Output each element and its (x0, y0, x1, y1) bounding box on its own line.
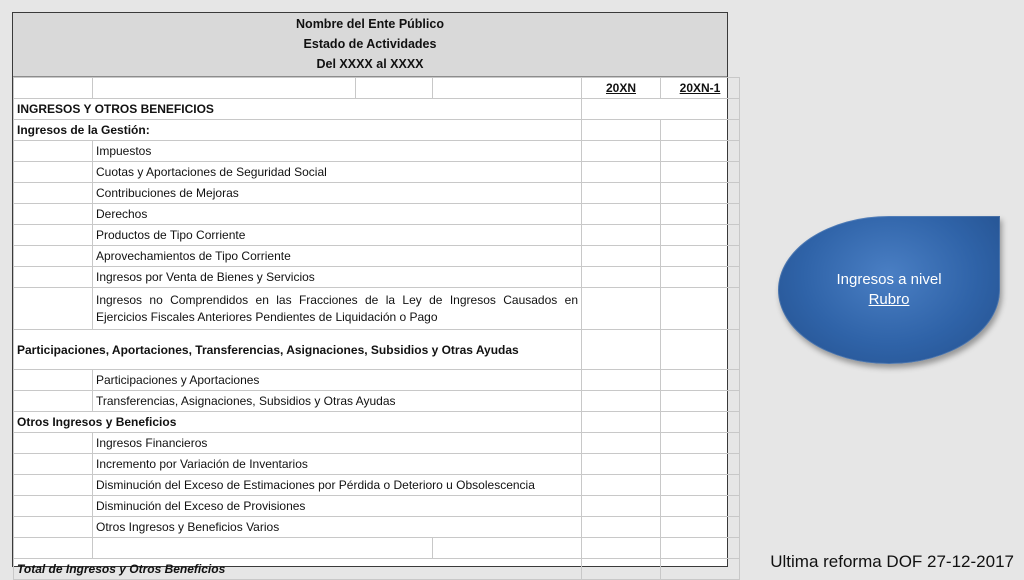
statement-grid (13, 77, 740, 580)
table-row (14, 454, 740, 475)
blank-row (14, 538, 740, 559)
statement-header (13, 13, 727, 77)
row-label: Derechos (93, 204, 582, 225)
table-row (14, 246, 740, 267)
row-label: Impuestos (93, 141, 582, 162)
total-label: Total de Ingresos y Otros Beneficios (14, 559, 582, 580)
row-label: Cuotas y Aportaciones de Seguridad Social (93, 162, 582, 183)
row-label: Otros Ingresos y Beneficios Varios (93, 517, 582, 538)
column-previous: 20XN-1 (661, 78, 740, 99)
statement-period: Del XXXX al XXXX (316, 57, 424, 71)
table-row (14, 204, 740, 225)
table-row (14, 267, 740, 288)
row-label: Contribuciones de Mejoras (93, 183, 582, 204)
row-label: Productos de Tipo Corriente (93, 225, 582, 246)
row-label: Aprovechamientos de Tipo Corriente (93, 246, 582, 267)
row-label: Transferencias, Asignaciones, Subsidios y Otras Ayudas (93, 391, 582, 412)
row-label: Incremento por Variación de Inventarios (93, 454, 582, 475)
footer-note: Ultima reforma DOF 27-12-2017 (770, 552, 1014, 571)
table-row (14, 183, 740, 204)
section-ingresos-gestion: Ingresos de la Gestión: (14, 120, 582, 141)
table-row (14, 433, 740, 454)
table-row (14, 141, 740, 162)
section-participaciones: Participaciones, Aportaciones, Transferencias, Asignaciones, Subsidios y Otras Ayudas (14, 330, 582, 370)
table-row (14, 288, 740, 330)
table-row (14, 162, 740, 183)
table-row (14, 225, 740, 246)
row-label: Ingresos no Comprendidos en las Fracciones de la Ley de Ingresos Causados en Ejercicios Fiscales Anteriores Pendientes de Liquidación o Pago (93, 288, 582, 330)
table-row (14, 475, 740, 496)
row-label: Ingresos por Venta de Bienes y Servicios (93, 267, 582, 288)
section-row (14, 99, 740, 120)
statement-title: Estado de Actividades (303, 37, 437, 51)
row-label: Disminución del Exceso de Provisiones (93, 496, 582, 517)
column-header-row (14, 78, 740, 99)
entity-name: Nombre del Ente Público (296, 17, 444, 31)
callout-line2: Rubro (868, 291, 910, 308)
callout-line1: Ingresos a nivel (836, 271, 942, 288)
total-row (14, 559, 740, 580)
row-label: Disminución del Exceso de Estimaciones por Pérdida o Deterioro u Obsolescencia (93, 475, 582, 496)
financial-statement-table (12, 12, 728, 576)
table-row (14, 496, 740, 517)
row-label: Participaciones y Aportaciones (93, 370, 582, 391)
column-current: 20XN (582, 78, 661, 99)
table-row (14, 517, 740, 538)
table-row (14, 391, 740, 412)
table-row (14, 370, 740, 391)
section-row (14, 330, 740, 370)
section-row (14, 412, 740, 433)
callout-bubble (778, 216, 1000, 364)
section-otros-ingresos: Otros Ingresos y Beneficios (14, 412, 582, 433)
section-row (14, 120, 740, 141)
row-label: Ingresos Financieros (93, 433, 582, 454)
section-ingresos-otros-beneficios: INGRESOS Y OTROS BENEFICIOS (14, 99, 582, 120)
